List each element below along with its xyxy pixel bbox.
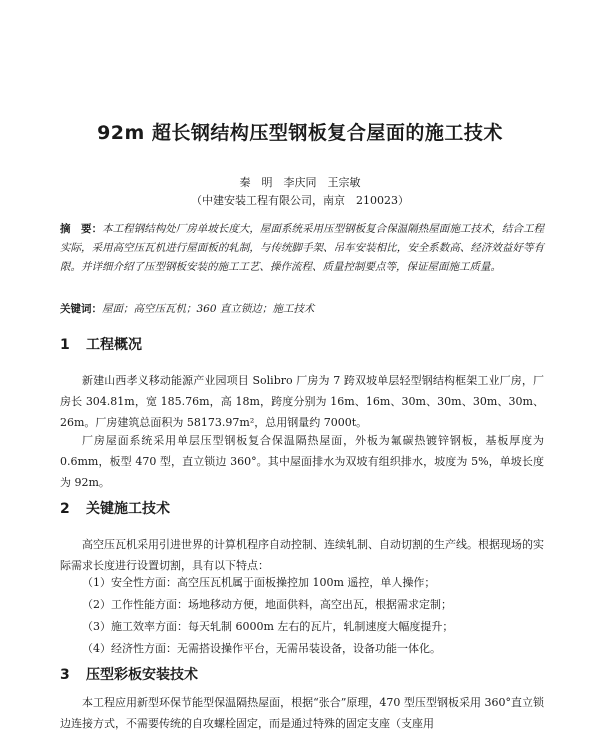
abstract xyxy=(60,220,544,277)
list-item: （1）安全性方面：高空压瓦机属于面板操控加 100m 遥控，单人操作； xyxy=(82,576,436,589)
paragraph: 厂房屋面系统采用单层压型钢板复合保温隔热屋面，外板为氟碳热镀锌钢板，基板厚度为 0.6mm，板型 470 型，直立锁边 360°。其中屋面排水为双坡有组织排水，坡度为 5%，单坡长度为 92m。 xyxy=(60,434,544,489)
abstract-text: 本工程钢结构处厂房单坡长度大，屋面系统采用压型钢板复合保温隔热屋面施工技术，结合工程实际，采用高空压瓦机进行屋面板的轧制，与传统脚手架、吊车安装相比，安全系数高、经济效益好等有限。并详细介绍了压型钢板安装的施工工艺、操作流程、质量控制要点等，保证屋面施工质量。 xyxy=(60,223,545,273)
paper-title: 92m 超长钢结构压型钢板复合屋面的施工技术 xyxy=(97,122,503,144)
list-item: （4）经济性方面：无需搭设操作平台，无需吊装设备，设备功能一体化。 xyxy=(82,642,441,655)
paragraph: 新建山西孝义移动能源产业园项目 Solibro 厂房为 7 跨双坡单层轻型钢结构框架工业厂房，厂房长 304.81m，宽 185.76m，高 18m，跨度分别为 16m、16m、30m、30m、30m、30m、26m。厂房建筑总面积为 58173.97m²，总用钢量约 7000t。 xyxy=(60,374,544,429)
section-number: 2 xyxy=(60,501,70,517)
section-title: 压型彩板安装技术 xyxy=(86,667,198,683)
affiliation: （中建安装工程有限公司，南京 210023） xyxy=(191,194,409,207)
keywords-text: 屋面；高空压瓦机；360 直立锁边；施工技术 xyxy=(102,303,315,315)
keywords-label: 关键词： xyxy=(60,303,102,315)
section-heading xyxy=(60,498,170,518)
section-number: 1 xyxy=(60,337,70,353)
section-heading xyxy=(60,664,198,684)
list-item: （2）工作性能方面：场地移动方便，地面供料，高空出瓦，根据需求定制； xyxy=(82,598,452,611)
list-item: （3）施工效率方面：每天轧制 6000m 左右的瓦片，轧制速度大幅度提升； xyxy=(82,620,454,633)
paragraph: 本工程应用新型环保节能型保温隔热屋面，根据“张合”原理，470 型压型钢板采用 360°直立锁边连接方式，不需要传统的自攻螺栓固定，而是通过特殊的固定支座（支座用 xyxy=(60,696,544,730)
abstract-label: 摘 要： xyxy=(60,223,103,235)
section-heading xyxy=(60,334,142,354)
authors: 秦 明 李庆同 王宗敏 xyxy=(239,176,361,189)
section-title: 工程概况 xyxy=(86,337,142,353)
keywords xyxy=(60,301,544,316)
section-number: 3 xyxy=(60,667,70,683)
paragraph: 高空压瓦机采用引进世界的计算机程序自动控制、连续轧制、自动切割的生产线。根据现场的实际需求长度进行设置切割，具有以下特点： xyxy=(60,538,544,572)
section-title: 关键施工技术 xyxy=(86,501,170,517)
